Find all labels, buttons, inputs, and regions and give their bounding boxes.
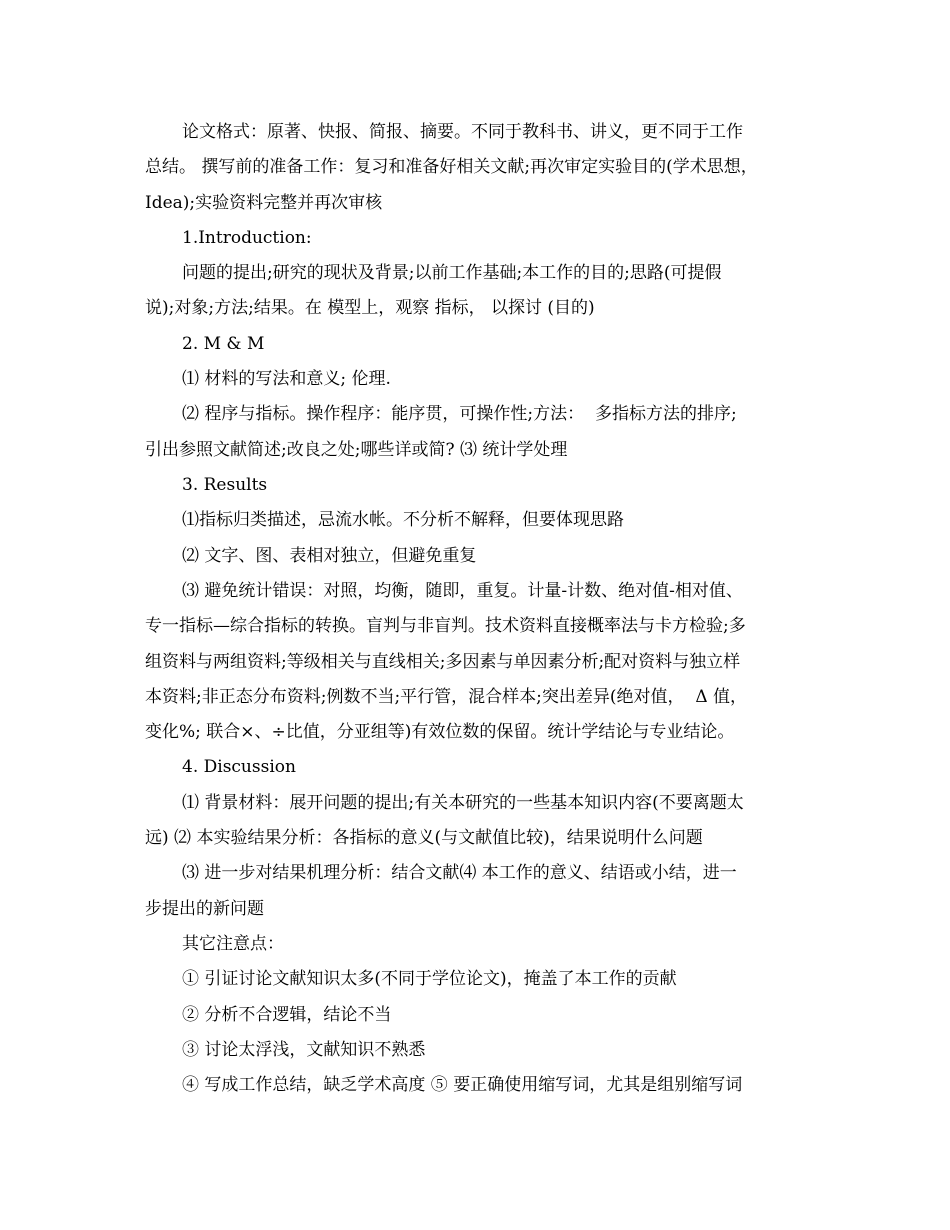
text-line: ⑴ 材料的写法和意义; 伦理. [182, 369, 391, 389]
text-line: Idea);实验资料完整并再次审核 [145, 193, 383, 213]
text-line: 步提出的新问题 [145, 899, 264, 919]
text-line: 其它注意点： [182, 934, 284, 954]
text-line: ⑵ 程序与指标。操作程序：能序贯，可操作性;方法： 多指标方法的排序; [182, 404, 737, 424]
text-line: ③ 讨论太浮浅，文献知识不熟悉 [182, 1040, 426, 1060]
text-line: 引出参照文献简述;改良之处;哪些详或简? ⑶ 统计学处理 [145, 440, 568, 460]
text-line: 2. M & M [182, 334, 265, 354]
text-line: 3. Results [182, 475, 268, 495]
text-line: ④ 写成工作总结，缺乏学术高度 ⑤ 要正确使用缩写词，尤其是组别缩写词 [182, 1075, 743, 1095]
text-line: 问题的提出;研究的现状及背景;以前工作基础;本工作的目的;思路(可提假 [182, 263, 722, 283]
text-line: 总结。 撰写前的准备工作：复习和准备好相关文献;再次审定实验目的(学术思想， [145, 157, 758, 177]
text-line: 变化%; 联合×、÷比值，分亚组等)有效位数的保留。统计学结论与专业结论。 [145, 722, 735, 742]
text-line: ⑴ 背景材料：展开问题的提出;有关本研究的一些基本知识内容(不要离题太 [182, 793, 744, 813]
text-line: 专一指标—综合指标的转换。盲判与非盲判。技术资料直接概率法与卡方检验;多 [145, 616, 746, 636]
text-line: ⑶ 避免统计错误：对照，均衡，随即，重复。计量-计数、绝对值-相对值、 [182, 581, 743, 601]
text-line: 1.Introduction: [182, 228, 312, 248]
text-line: 说);对象;方法;结果。在 模型上，观察 指标， 以探讨 (目的) [145, 298, 595, 318]
text-line: ① 引证讨论文献知识太多(不同于学位论文)，掩盖了本工作的贡献 [182, 969, 677, 989]
text-line: 论文格式：原著、快报、简报、摘要。不同于教科书、讲义，更不同于工作 [182, 122, 743, 142]
text-line: 远) ⑵ 本实验结果分析：各指标的意义(与文献值比较)，结果说明什么问题 [145, 828, 703, 848]
text-line: 本资料;非正态分布资料;例数不当;平行管，混合样本;突出差异(绝对值， Δ 值， [145, 687, 748, 707]
text-line: 4. Discussion [182, 757, 296, 777]
text-line: ⑴指标归类描述，忌流水帐。不分析不解释，但要体现思路 [182, 510, 624, 530]
text-line: ⑵ 文字、图、表相对独立，但避免重复 [182, 546, 477, 566]
text-line: ⑶ 进一步对结果机理分析：结合文献⑷ 本工作的意义、结语或小结，进一 [182, 863, 737, 883]
text-line: 组资料与两组资料;等级相关与直线相关;多因素与单因素分析;配对资料与独立样 [145, 652, 741, 672]
text-line: ② 分析不合逻辑，结论不当 [182, 1005, 392, 1025]
